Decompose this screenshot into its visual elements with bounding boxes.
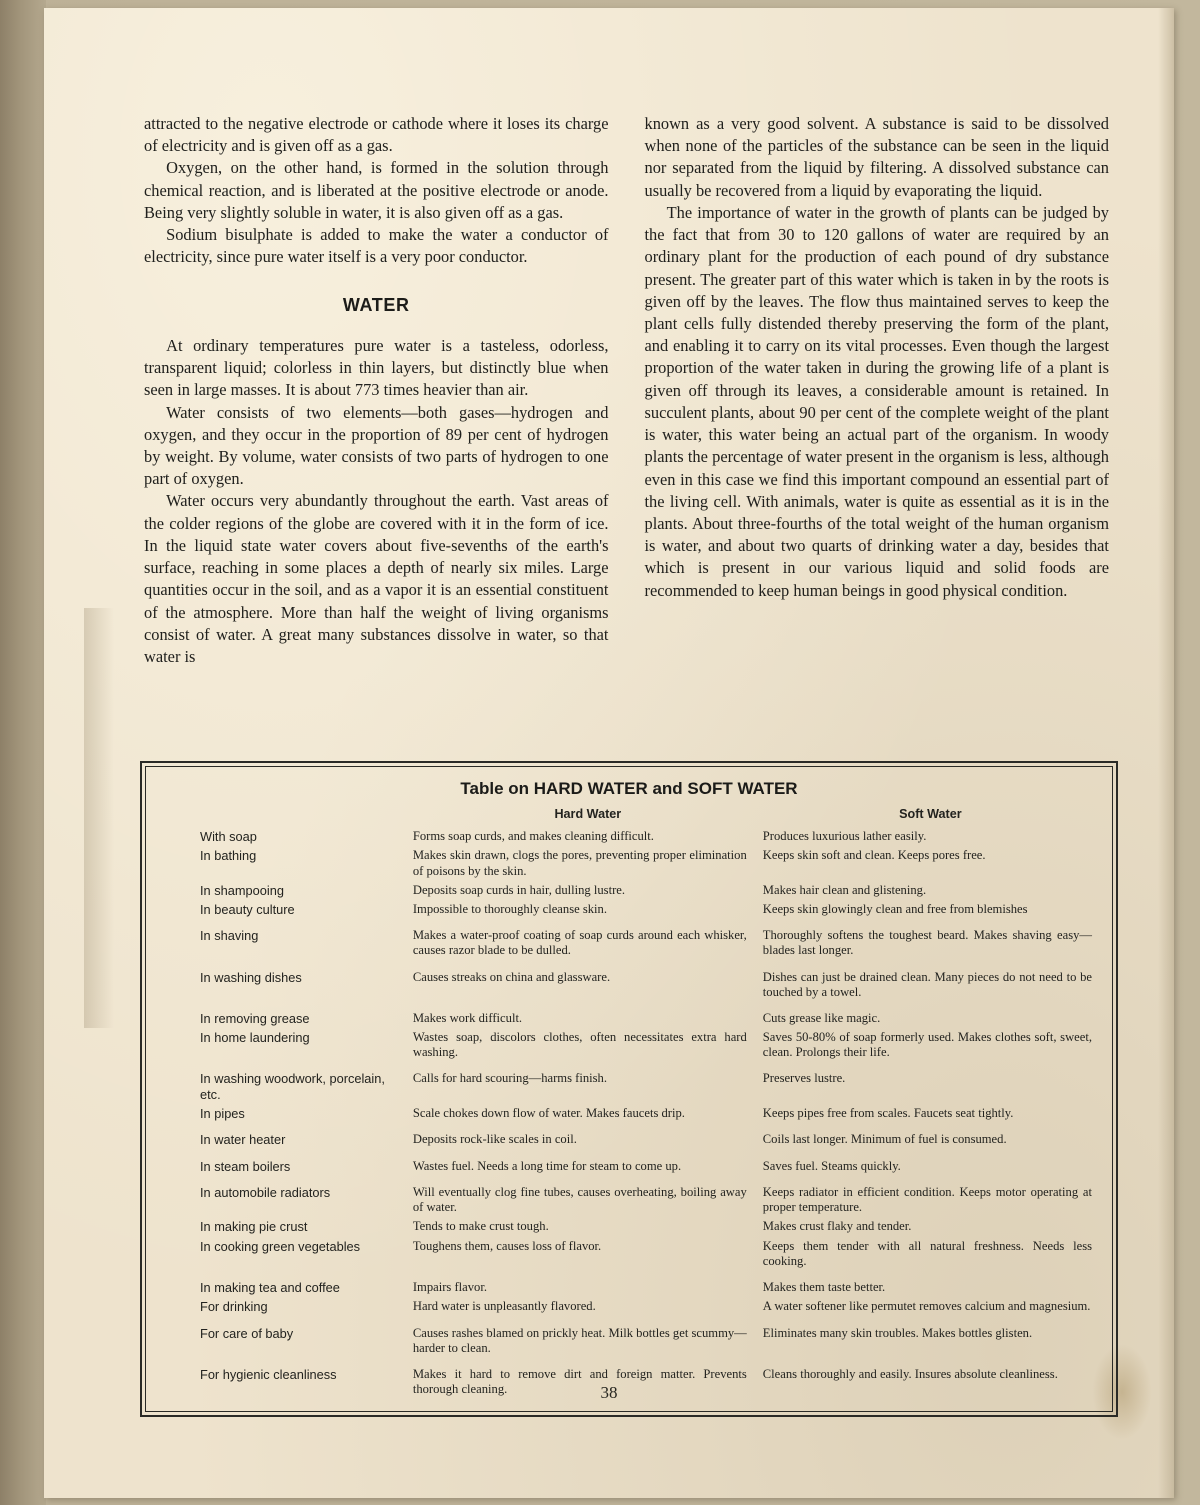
- paragraph: Oxygen, on the other hand, is formed in the solution through chemical reaction, and is liberated at the positive electrode or anode. Being very slightly soluble in water, it is also given off as a gas.: [144, 158, 609, 222]
- table-cell-soft-water: Saves 50-80% of soap formerly used. Makes clothes soft, sweet, clean. Prolongs their life.: [762, 1030, 1092, 1060]
- table-cell-label: In shampooing: [200, 882, 284, 898]
- table-cell-hard-water: Deposits rock-like scales in coil.: [412, 1132, 577, 1147]
- table-row: [160, 919, 1098, 960]
- paragraph: Water occurs very abundantly throughout the earth. Vast areas of the colder regions of the globe are covered with it in the form of ice. In the liquid state water covers about five-sevenths of the earth's surface, reaching in some places a depth of nearly six miles. Large quantities occur in the soil, and as a vapor it is an essential constituent of the atmosphere. More than half the weight of living organisms consist of water. A great many substances dissolve in water, so that water is: [144, 491, 609, 666]
- table-cell-hard-water: Tends to make crust tough.: [412, 1219, 549, 1234]
- table-cell-soft-water: Produces luxurious lather easily.: [762, 829, 927, 844]
- table-cell-soft-water: Eliminates many skin troubles. Makes bottles glisten.: [762, 1325, 1033, 1340]
- table-cell-hard-water: Causes streaks on china and glassware.: [412, 969, 611, 984]
- table-row: [160, 961, 1098, 1002]
- table-cell-label: In shaving: [200, 928, 259, 944]
- section-heading: WATER: [342, 294, 410, 315]
- table-cell-soft-water: Keeps skin glowingly clean and free from blemishes: [762, 902, 1028, 917]
- table-cell-soft-water: Keeps them tender with all natural freshness. Needs less cooking.: [762, 1238, 1092, 1268]
- table-cell-label: In removing grease: [200, 1010, 310, 1026]
- table-cell-label: In beauty culture: [200, 902, 295, 918]
- right-column: [645, 113, 1110, 668]
- table-cell-hard-water: Causes rashes blamed on prickly heat. Milk bottles get scummy—harder to clean.: [412, 1325, 747, 1355]
- table-cell-soft-water: Thoroughly softens the toughest beard. Makes shaving easy—blades last longer.: [762, 928, 1092, 958]
- book-binding-shadow: [0, 0, 46, 1505]
- paragraph: The importance of water in the growth of plants can be judged by the fact that from 30 to 120 gallons of water are required by an ordinary plant for the production of each pound of dry substance present. The greater part of this water which is taken in by the roots is given off by the leaves. The flow thus maintained serves to keep the plant cells fully distended thereby preserving the form of the plant, and enabling it to carry on its vital processes. Even though the largest proportion of the water taken in during the growing life of a plant is given off through its leaves, a considerable amount is retained. In succulent plants, about 90 per cent of the complete weight of the plant is water, this water being an actual part of the organism. In woody plants the percentage of water present in the organism is less, although even in this case we find this important compound an essential part of the living cell. With animals, water is quite as essential as it is in the plants. About three-fourths of the total weight of the human organism is water, and about two quarts of drinking water a day, besides that which is present in our various liquid and solid foods are recommended to keep human beings in good physical condition.: [644, 202, 1109, 600]
- table-header-soft-water: Soft Water: [899, 807, 962, 821]
- table-header-blank: [160, 806, 413, 827]
- table-cell-soft-water: Keeps skin soft and clean. Keeps pores free.: [762, 848, 986, 863]
- table-cell-label: In home laundering: [200, 1030, 310, 1046]
- table-cell-label: For hygienic cleanliness: [200, 1366, 337, 1382]
- table-row: [160, 1062, 1098, 1104]
- table-cell-label: In automobile radiators: [200, 1185, 331, 1201]
- table-cell-soft-water: Dishes can just be drained clean. Many pieces do not need to be touched by a towel.: [762, 969, 1092, 999]
- table-cell-soft-water: Makes them taste better.: [762, 1279, 886, 1294]
- table-body: [160, 827, 1098, 1399]
- table-cell-soft-water: Makes hair clean and glistening.: [762, 882, 927, 897]
- table-head: [160, 806, 1098, 827]
- table-cell-soft-water: Cleans thoroughly and easily. Insures absolute cleanliness.: [762, 1366, 1058, 1381]
- table-row: [160, 1237, 1098, 1271]
- table-cell-soft-water: Keeps radiator in efficient condition. Keeps motor operating at proper temperature.: [762, 1185, 1092, 1215]
- table-row: [160, 1104, 1098, 1123]
- table-cell-hard-water: Hard water is unpleasantly flavored.: [412, 1299, 596, 1314]
- table-cell-label: In cooking green vegetables: [200, 1238, 361, 1254]
- page-content: [144, 113, 1109, 668]
- table-row: [160, 846, 1098, 880]
- table-cell-hard-water: Forms soap curds, and makes cleaning difficult.: [412, 829, 654, 844]
- table-cell-label: With soap: [200, 829, 257, 845]
- book-page: [44, 8, 1174, 1498]
- table-row: [160, 1317, 1098, 1358]
- table-header-row: [160, 806, 1098, 827]
- table-cell-label: In making pie crust: [200, 1219, 308, 1235]
- table-cell-soft-water: Keeps pipes free from scales. Faucets seat tightly.: [762, 1106, 1014, 1121]
- table-cell-hard-water: Makes a water-proof coating of soap curds around each whisker, causes razor blade to be dulled.: [412, 928, 747, 958]
- paragraph: Water consists of two elements—both gases—hydrogen and oxygen, and they occur in the proportion of 89 per cent of hydrogen by weight. By volume, water consists of two parts of hydrogen to one part of oxygen.: [144, 402, 609, 489]
- table-row: [160, 900, 1098, 919]
- table-cell-hard-water: Wastes soap, discolors clothes, often necessitates extra hard washing.: [412, 1030, 747, 1060]
- table-cell-hard-water: Impossible to thoroughly cleanse skin.: [412, 902, 607, 917]
- table-cell-hard-water: Scale chokes down flow of water. Makes faucets drip.: [412, 1106, 685, 1121]
- table-cell-label: In making tea and coffee: [200, 1279, 340, 1295]
- table-cell-soft-water: Coils last longer. Minimum of fuel is consumed.: [762, 1132, 1007, 1147]
- paragraph: known as a very good solvent. A substance is said to be dissolved when none of the particles of the substance can be seen in the liquid nor separated from the liquid by filtering. A dissolved substance can usually be recovered from a liquid by evaporating the liquid.: [644, 114, 1109, 200]
- table-cell-label: For care of baby: [200, 1325, 294, 1341]
- table-cell-hard-water: Makes it hard to remove dirt and foreign matter. Prevents thorough cleaning.: [412, 1366, 747, 1396]
- table-row: [160, 1271, 1098, 1297]
- page-edge-shadow: [1158, 8, 1174, 1498]
- table-cell-hard-water: Impairs flavor.: [412, 1279, 487, 1294]
- hard-soft-water-table: [160, 806, 1098, 1399]
- table-cell-hard-water: Wastes fuel. Needs a long time for steam to come up.: [412, 1158, 682, 1173]
- table-row: [160, 1217, 1098, 1236]
- table-row: [160, 1297, 1098, 1316]
- table-header-hard-water: Hard Water: [554, 807, 622, 821]
- table-inner-border: [145, 766, 1113, 1412]
- table-row: [160, 827, 1098, 846]
- table-title: Table on HARD WATER and SOFT WATER: [460, 779, 798, 798]
- table-cell-soft-water: Preserves lustre.: [762, 1071, 846, 1086]
- page-number: 38: [600, 1383, 618, 1402]
- paragraph: attracted to the negative electrode or cathode where it loses its charge of electricity and is given off as a gas.: [144, 114, 609, 156]
- hard-soft-water-table-box: [140, 761, 1118, 1417]
- table-cell-hard-water: Makes skin drawn, clogs the pores, preventing proper elimination of poisons by the skin.: [412, 848, 747, 878]
- table-cell-hard-water: Calls for hard scouring—harms finish.: [412, 1071, 607, 1086]
- paragraph: At ordinary temperatures pure water is a tasteless, odorless, transparent liquid; colorless in thin layers, but distinctly blue when seen in large masses. It is about 773 times heavier than air.: [144, 335, 609, 400]
- table-cell-label: For drinking: [200, 1299, 268, 1315]
- table-cell-label: In bathing: [200, 848, 257, 864]
- table-cell-soft-water: Makes crust flaky and tender.: [762, 1219, 912, 1234]
- table-cell-soft-water: A water softener like permutet removes calcium and magnesium.: [762, 1299, 1091, 1314]
- table-cell-hard-water: Makes work difficult.: [412, 1010, 523, 1025]
- table-cell-label: In pipes: [200, 1106, 245, 1122]
- left-column: [144, 113, 609, 668]
- table-row: [160, 1123, 1098, 1149]
- table-cell-soft-water: Saves fuel. Steams quickly.: [762, 1158, 901, 1173]
- table-cell-label: In water heater: [200, 1132, 286, 1148]
- table-row: [160, 1028, 1098, 1062]
- table-cell-label: In steam boilers: [200, 1158, 291, 1174]
- table-cell-hard-water: Toughens them, causes loss of flavor.: [412, 1238, 602, 1253]
- table-cell-label: In washing dishes: [200, 969, 302, 985]
- table-row: [160, 881, 1098, 900]
- table-row: [160, 1002, 1098, 1028]
- table-cell-label: In washing woodwork, porcelain, etc.: [200, 1071, 385, 1102]
- text-columns: [144, 113, 1109, 668]
- paragraph: Sodium bisulphate is added to make the water a conductor of electricity, since pure water itself is a very poor conductor.: [144, 225, 609, 267]
- table-cell-hard-water: Deposits soap curds in hair, dulling lustre.: [412, 882, 626, 897]
- paper-stain-left: [84, 608, 114, 1028]
- table-row: [160, 1150, 1098, 1176]
- table-cell-soft-water: Cuts grease like magic.: [762, 1010, 881, 1025]
- table-cell-hard-water: Will eventually clog fine tubes, causes overheating, boiling away of water.: [412, 1185, 747, 1215]
- table-row: [160, 1176, 1098, 1217]
